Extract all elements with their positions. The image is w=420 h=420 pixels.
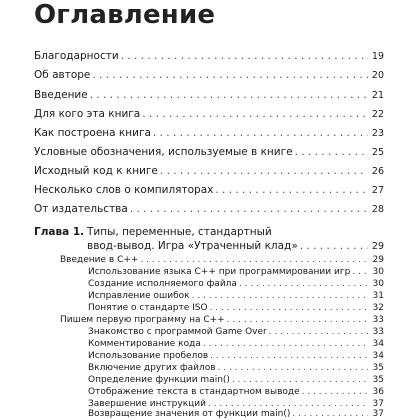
toc-entry-page: 20 [371, 70, 384, 81]
leader-dots [160, 164, 368, 178]
toc-entry-label: Использование языка С++ при программировании игр [88, 267, 351, 277]
toc-section-first-program[interactable] [60, 314, 384, 326]
toc-entry-label: От издательства [34, 203, 128, 215]
leader-dots [239, 278, 368, 290]
toc-entry-label: Использование пробелов [88, 351, 209, 361]
chapter-number: Глава 1. [34, 226, 85, 238]
page-title: Оглавление [34, 0, 216, 30]
toc-entry-label: Благодарности [34, 50, 119, 62]
leader-dots [210, 350, 368, 362]
toc-entry-page: 27 [371, 185, 384, 196]
leader-dots [192, 290, 368, 302]
toc-entry-page: 30 [372, 267, 384, 277]
toc-subsection[interactable] [88, 374, 384, 386]
toc-entry-page: 26 [371, 166, 384, 177]
toc-subsection[interactable] [88, 302, 384, 314]
toc-entry-conventions[interactable] [34, 145, 384, 159]
toc-entry-page: 28 [371, 204, 384, 215]
toc-entry-page: 35 [372, 375, 384, 385]
leader-dots [140, 254, 368, 266]
toc-entry-label: Понятие о стандарте ISO [88, 303, 208, 313]
leader-dots [142, 107, 368, 121]
toc-entry-structure[interactable] [34, 126, 384, 140]
toc-subsection[interactable] [88, 386, 384, 398]
toc-subsection[interactable] [88, 338, 384, 350]
toc-entry-label: ввод-вывод. Игра «Утраченный клад» [87, 240, 298, 252]
leader-dots [302, 386, 368, 398]
toc-entry-label: Введение [34, 89, 88, 101]
leader-dots [218, 362, 368, 374]
leader-dots [227, 314, 368, 326]
toc-entry-label: Несколько слов о компиляторах [34, 184, 214, 196]
toc-subsection[interactable] [88, 278, 384, 290]
leader-dots [295, 145, 368, 159]
toc-entry-label: Знакомство с программой Game Over [88, 327, 267, 337]
toc-entry-label: Отображение текста в стандартном выводе [88, 387, 300, 397]
toc-entry-label: Исправление ошибок [88, 291, 190, 301]
leader-dots [269, 326, 368, 338]
toc-entry-label: Введение в С++ [60, 255, 139, 265]
leader-dots [215, 183, 368, 197]
leader-dots [121, 49, 368, 63]
toc-entry-label: Комментирование кода [88, 339, 201, 349]
leader-dots [292, 408, 368, 420]
chapter-title-line-1[interactable]: Типы, переменные, стандартный [87, 226, 272, 238]
leader-dots [90, 88, 368, 102]
toc-entry-page: 31 [372, 291, 384, 301]
toc-entry-label: Пишем первую программу на С++ [60, 315, 225, 325]
leader-dots [300, 239, 368, 253]
toc-entry-publisher[interactable] [34, 202, 384, 216]
toc-subsection[interactable] [88, 350, 384, 362]
toc-entry-compilers[interactable] [34, 183, 384, 197]
toc-subsection[interactable] [88, 326, 384, 338]
toc-subsection[interactable] [88, 362, 384, 374]
leader-dots [153, 126, 368, 140]
toc-entry-page: 19 [371, 51, 384, 62]
toc-entry-label: Определение функции main() [88, 375, 230, 385]
toc-entry-source-code[interactable] [34, 164, 384, 178]
toc-entry-page: 29 [371, 241, 384, 252]
leader-dots [130, 202, 368, 216]
toc-entry-page: 33 [372, 315, 384, 325]
toc-section-intro-cpp[interactable] [60, 254, 384, 266]
toc-subsection[interactable] [88, 290, 384, 302]
toc-entry-page: 35 [372, 363, 384, 373]
toc-entry-page: 36 [372, 387, 384, 397]
toc-entry-about-author[interactable] [34, 68, 384, 82]
toc-entry-page: 33 [372, 327, 384, 337]
toc-entry-page: 25 [371, 147, 384, 158]
toc-entry-page: 21 [371, 90, 384, 101]
toc-entry-label: Как построена книга [34, 127, 151, 139]
toc-entry-page: 29 [372, 255, 384, 265]
toc-entry-label: Завершение инструкций [88, 399, 206, 409]
toc-entry-acknowledgements[interactable] [34, 49, 384, 63]
leader-dots [210, 302, 368, 314]
leader-dots [232, 374, 368, 386]
toc-entry-page: 30 [372, 279, 384, 289]
toc-entry-label: Возвращение значения от функции main() [88, 409, 291, 419]
leader-dots [352, 266, 368, 278]
toc-entry-page: 34 [372, 339, 384, 349]
chapter-title-line-2[interactable] [87, 239, 384, 253]
toc-subsection[interactable] [88, 408, 384, 420]
toc-entry-audience[interactable] [34, 107, 384, 121]
toc-entry-label: Исходный код к книге [34, 165, 158, 177]
toc-entry-label: Об авторе [34, 69, 91, 81]
leader-dots [203, 338, 368, 350]
toc-entry-page: 37 [372, 399, 384, 409]
toc-entry-label: Создание исполняемого файла [88, 279, 237, 289]
toc-entry-introduction[interactable] [34, 88, 384, 102]
toc-entry-page: 32 [372, 303, 384, 313]
toc-entry-page: 22 [371, 109, 384, 120]
leader-dots [92, 68, 368, 82]
toc-entry-label: Для кого эта книга [34, 108, 141, 120]
toc-entry-page: 34 [372, 351, 384, 361]
toc-entry-page: 37 [372, 409, 384, 419]
toc-subsection[interactable] [88, 266, 384, 278]
toc-entry-page: 23 [371, 128, 384, 139]
toc-entry-label: Условные обозначения, используемые в книге [34, 146, 293, 158]
toc-entry-label: Включение других файлов [88, 363, 216, 373]
